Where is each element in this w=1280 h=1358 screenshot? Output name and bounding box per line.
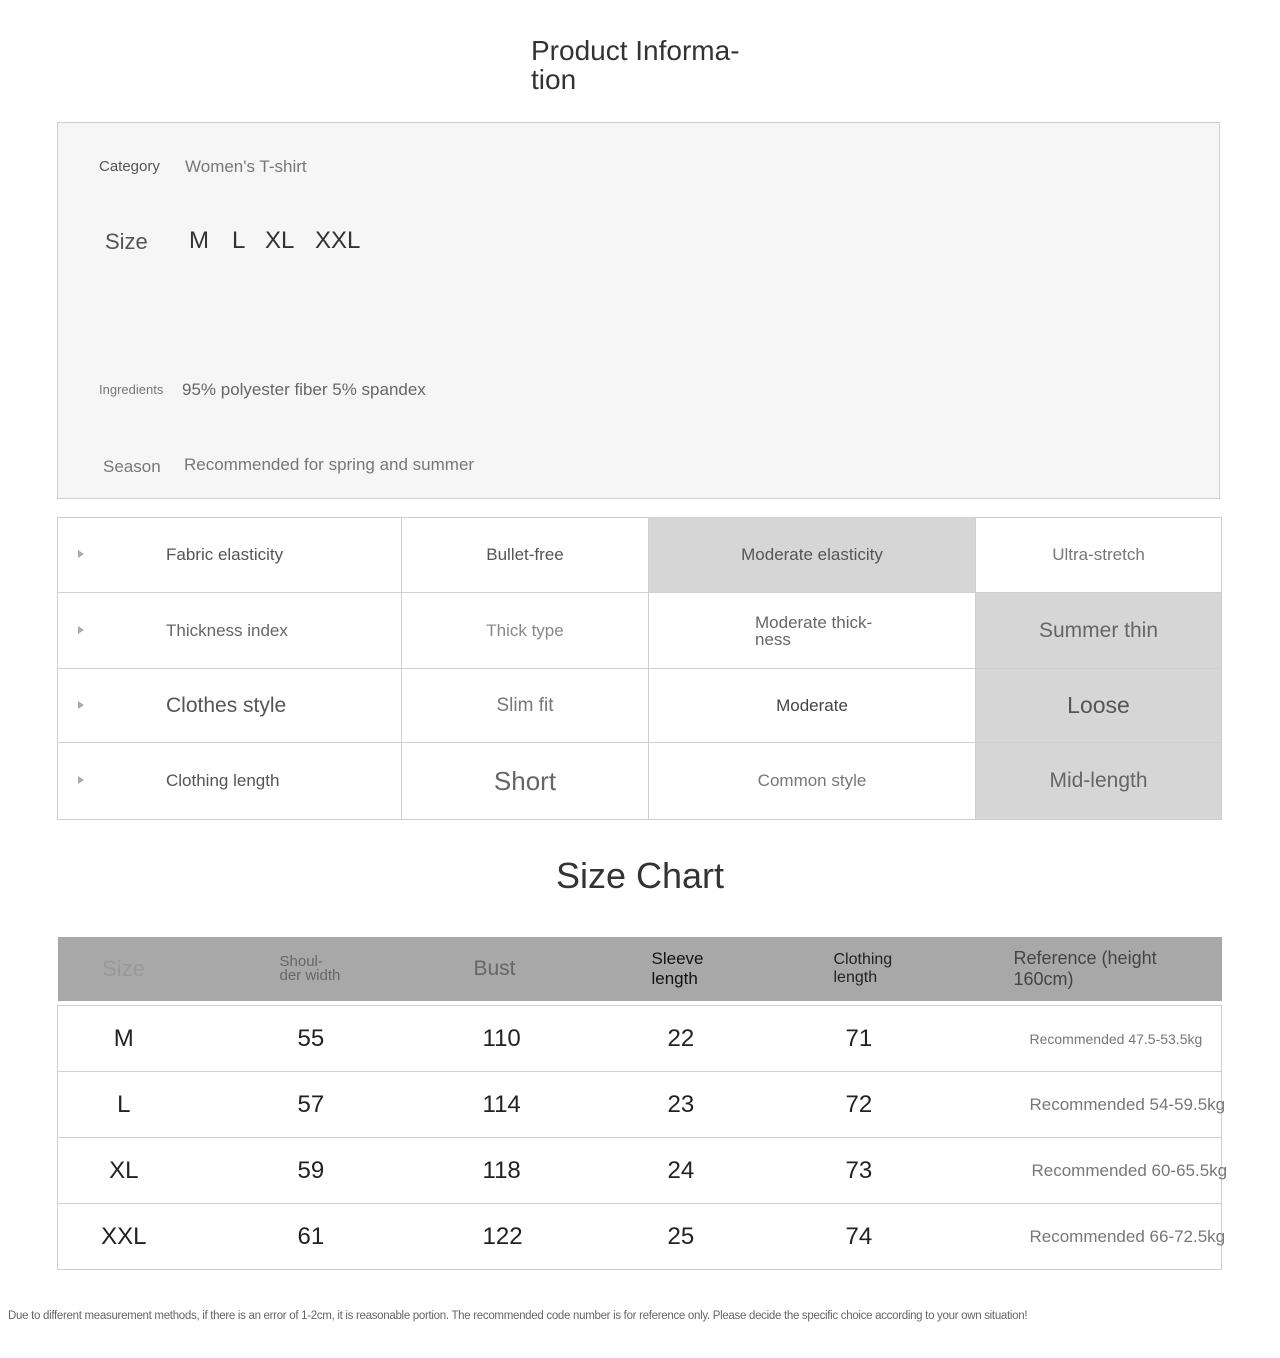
triangle-bullet-icon (78, 550, 84, 558)
attribute-option: Thick type (402, 593, 649, 669)
table-row (58, 1072, 1222, 1138)
attribute-option-selected: Moderate elasticity (649, 518, 976, 593)
shoulder-cell: 57 (190, 1072, 370, 1138)
attribute-option-selected: Loose (976, 669, 1222, 743)
category-value: Women's T-shirt (185, 157, 307, 176)
attribute-option-selected: Summer thin (976, 593, 1222, 669)
size-cell: L (58, 1072, 190, 1138)
bust-cell: 114 (370, 1072, 560, 1138)
attribute-option-selected: Mid-length (976, 743, 1222, 820)
ingredients-label: Ingredients (99, 382, 164, 397)
ingredients-value: 95% polyester fiber 5% spandex (182, 380, 426, 399)
triangle-bullet-icon (78, 776, 84, 784)
size-chart-table (57, 937, 1228, 1270)
sleeve-cell: 22 (560, 1006, 730, 1072)
attribute-label: Fabric elasticity (166, 545, 284, 564)
sleeve-cell: 23 (560, 1072, 730, 1138)
triangle-bullet-icon (78, 701, 84, 709)
attribute-label: Thickness index (166, 620, 288, 640)
size-chart-header-row (58, 937, 1222, 1001)
table-row (58, 1006, 1222, 1072)
attribute-option: Moderate (649, 669, 976, 743)
attribute-grid (57, 517, 1222, 820)
reference-cell: Recommended 47.5-53.5kg (910, 1006, 1222, 1072)
column-header-shoulder: Shoul- der width (190, 937, 370, 1001)
size-chart-title: Size Chart (555, 855, 725, 896)
attribute-label-cell (58, 743, 402, 820)
attribute-option: Short (402, 743, 649, 820)
length-cell: 73 (730, 1138, 910, 1204)
length-cell: 72 (730, 1072, 910, 1138)
attribute-label: Clothing length (166, 771, 280, 790)
bust-cell: 118 (370, 1138, 560, 1204)
table-row (58, 1138, 1222, 1204)
size-label: Size (105, 229, 148, 254)
attribute-label-cell (58, 669, 402, 743)
attribute-row (58, 593, 1222, 669)
sleeve-cell: 25 (560, 1204, 730, 1270)
season-value: Recommended for spring and summer (184, 455, 475, 474)
length-cell: 74 (730, 1204, 910, 1270)
measurement-note: Due to different measurement methods, if there is an error of 1-2cm, it is reasonable portion. The recommended code number is for reference only. Please decide the specific choice according to your own situation! (8, 1310, 1028, 1322)
attribute-option: Ultra-stretch (976, 518, 1222, 593)
attribute-option: Moderate thick- ness (649, 593, 976, 669)
bust-cell: 122 (370, 1204, 560, 1270)
reference-cell: Recommended 54-59.5kg (910, 1072, 1222, 1138)
shoulder-cell: 61 (190, 1204, 370, 1270)
bust-cell: 110 (370, 1006, 560, 1072)
shoulder-cell: 55 (190, 1006, 370, 1072)
column-header-clothing-length: Clothing length (730, 937, 910, 1001)
size-option-xxl: XXL (315, 227, 361, 254)
triangle-bullet-icon (78, 626, 84, 634)
column-header-sleeve: Sleeve length (560, 937, 730, 1001)
attribute-option: Slim fit (402, 669, 649, 743)
size-cell: M (58, 1006, 190, 1072)
length-cell: 71 (730, 1006, 910, 1072)
category-label: Category (99, 158, 160, 175)
attribute-option: Bullet-free (402, 518, 649, 593)
size-option-xl: XL (265, 227, 295, 254)
attribute-row (58, 518, 1222, 593)
attribute-label: Clothes style (166, 693, 287, 717)
attribute-row (58, 669, 1222, 743)
size-option-l: L (232, 227, 246, 254)
product-info-title: Product Informa- tion (531, 35, 740, 95)
attribute-option: Common style (649, 743, 976, 820)
attribute-row (58, 743, 1222, 820)
column-header-reference: Reference (height 160cm) (910, 937, 1222, 1001)
column-header-bust: Bust (370, 937, 560, 1001)
product-info-panel (57, 122, 1220, 499)
size-cell: XL (58, 1138, 190, 1204)
attribute-label-cell (58, 593, 402, 669)
table-row (58, 1204, 1222, 1270)
size-option-m: M (189, 227, 209, 254)
reference-cell: Recommended 60-65.5kg (910, 1138, 1222, 1204)
shoulder-cell: 59 (190, 1138, 370, 1204)
season-label: Season (103, 457, 161, 476)
column-header-size: Size (58, 937, 190, 1001)
size-cell: XXL (58, 1204, 190, 1270)
reference-cell: Recommended 66-72.5kg (910, 1204, 1222, 1270)
sleeve-cell: 24 (560, 1138, 730, 1204)
attribute-label-cell (58, 518, 402, 593)
